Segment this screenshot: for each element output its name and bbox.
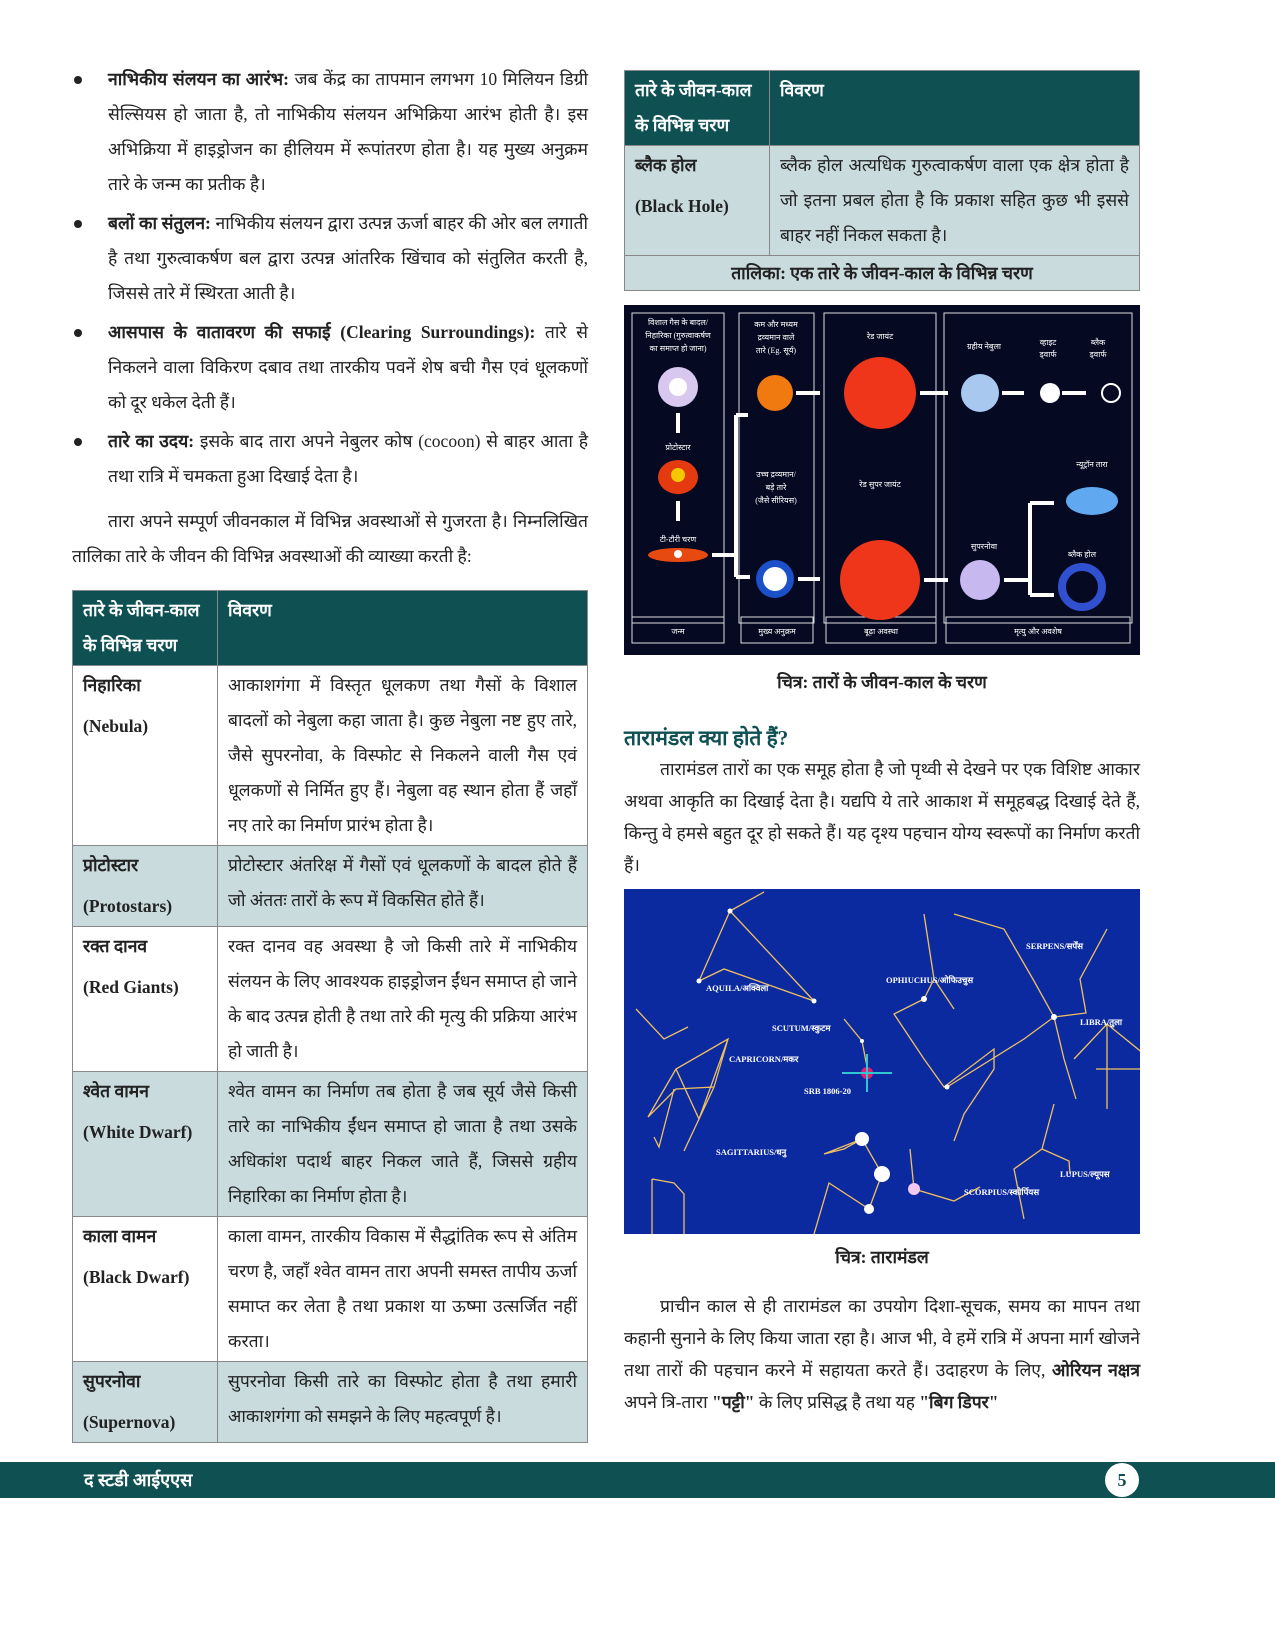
svg-text:ड्वार्फ: ड्वार्फ <box>1089 350 1107 359</box>
svg-text:सुपरनोवा: सुपरनोवा <box>970 542 998 551</box>
svg-text:AQUILA/अक्विला: AQUILA/अक्विला <box>706 983 769 993</box>
svg-text:जन्म: जन्म <box>671 627 685 636</box>
bullet-item: तारे का उदय: इसके बाद तारा अपने नेबुलर कोष (cocoon) से बाहर आता है तथा रात्रि में चमकता हुआ दिखाई देता है। <box>72 424 588 494</box>
description-cell: श्वेत वामन का निर्माण तब होता है जब सूर्य जैसे किसी तारे का नाभिकीय ईंधन समाप्त हो जाता है तथा उसके अधिकांश पदार्थ बाहर निकल जाते हैं, जिससे ग्रहीय निहारिका का निर्माण होता है। <box>218 1072 588 1217</box>
description-cell: आकाशगंगा में विस्तृत धूलकण तथा गैसों के विशाल बादलों को नेबुला कहा जाता है। कुछ नेबुला नष्ट हुए तारे, जैसे सुपरनोवा, के विस्फोट से निकलने वाली गैस एवं धूलकणों से निर्मित हुए हैं। नेबुला वह स्थान होता हैं जहाँ नए तारे का निर्माण प्रारंभ होता है। <box>218 666 588 846</box>
description-cell: सुपरनोवा किसी तारे का विस्फोट होता है तथा हमारी आकाशगंगा को समझने के लिए महत्वपूर्ण है। <box>218 1362 588 1443</box>
svg-text:मुख्य अनुक्रम: मुख्य अनुक्रम <box>758 627 796 636</box>
description-cell: रक्त दानव वह अवस्था है जो किसी तारे में नाभिकीय संलयन के लिए आवश्यक हाइड्रोजन ईंधन समाप्त हो जाने के बाद उत्पन्न होती है तथा तारे की मृत्यु की प्रक्रिया आरंभ हो जाती है। <box>218 927 588 1072</box>
svg-text:SCUTUM/स्कुटम: SCUTUM/स्कुटम <box>772 1023 831 1033</box>
svg-text:OPHIUCHUS/ओफिउचुस: OPHIUCHUS/ओफिउचुस <box>886 975 974 985</box>
svg-text:(जैसे सीरियस): (जैसे सीरियस) <box>755 496 797 505</box>
svg-text:द्रव्यमान वाले: द्रव्यमान वाले <box>757 333 795 342</box>
svg-text:व्हाइट: व्हाइट <box>1039 338 1057 347</box>
svg-text:तारे (Eg. सूर्य): तारे (Eg. सूर्य) <box>755 346 797 355</box>
constellation-caption: चित्र: तारामंडल <box>835 1247 929 1267</box>
table-row <box>73 1072 588 1217</box>
table-caption: तालिका: एक तारे के जीवन-काल के विभिन्न चरण <box>624 256 1140 291</box>
left-column <box>72 62 588 1443</box>
constellation-map <box>624 889 1140 1234</box>
svg-text:उच्च द्रव्यमान/: उच्च द्रव्यमान/ <box>756 470 796 479</box>
footer-brand: द स्टडी आईएएस <box>84 1470 193 1490</box>
table-row: ब्लैक होल (Black Hole) ब्लैक होल अत्यधिक गुरुत्वाकर्षण वाला एक क्षेत्र होता है जो इतना प्रबल होता है कि प्रकाश सहित कुछ भी इससे बाहर नहीं निकल सकता है। <box>625 146 1140 256</box>
table-row <box>73 927 588 1072</box>
intro-paragraph: तारा अपने सम्पूर्ण जीवनकाल में विभिन्न अवस्थाओं से गुजरता है। निम्नलिखित तालिका तारे के जीवन की विभिन्न अवस्थाओं की व्याख्या करती है: <box>72 511 588 566</box>
svg-text:ड्वार्फ: ड्वार्फ <box>1039 350 1057 359</box>
svg-text:LIBRA/तुला: LIBRA/तुला <box>1080 1017 1123 1027</box>
table-row <box>73 1217 588 1362</box>
stage-cell: काला वामन (Black Dwarf) <box>73 1217 218 1362</box>
stage-cell: सुपरनोवा (Supernova) <box>73 1362 218 1443</box>
description-cell: प्रोटोस्टार अंतरिक्ष में गैसों एवं धूलकणों के बादल होते हैं जो अंततः तारों के रूप में विकसित होते हैं। <box>218 846 588 927</box>
right-column <box>624 70 1140 1418</box>
bullet-item: आसपास के वातावरण की सफाई (Clearing Surroundings): तारे से निकलने वाला विकिरण दबाव तथा तारकीय पवनें शेष बची गैस एवं धूलकणों को दूर धकेल देती हैं। <box>72 315 588 420</box>
stage-cell: रक्त दानव (Red Giants) <box>73 927 218 1072</box>
black-hole-table: तारे के जीवन-काल के विभिन्न चरण विवरण ब्लैक होल (Black Hole) ब्लैक होल अत्यधिक गुरुत्वाकर्षण वाला एक क्षेत्र होता है जो इतना प्रबल होता है कि प्रकाश सहित कुछ भी इससे बाहर नहीं निकल सकता है। <box>624 70 1140 256</box>
svg-text:बूढ़ा अवस्था: बूढ़ा अवस्था <box>864 627 898 636</box>
page-number: 5 <box>1105 1463 1139 1497</box>
svg-text:न्यूट्रॉन तारा: न्यूट्रॉन तारा <box>1076 460 1108 469</box>
svg-text:का समाप्त हो जाना): का समाप्त हो जाना) <box>649 344 707 353</box>
svg-text:SCORPIUS/स्कोर्पियस: SCORPIUS/स्कोर्पियस <box>964 1187 1040 1197</box>
stage-cell: श्वेत वामन (White Dwarf) <box>73 1072 218 1217</box>
svg-text:CAPRICORN/मकर: CAPRICORN/मकर <box>729 1054 799 1064</box>
page-footer <box>0 1462 1275 1498</box>
constellation-usage-paragraph: प्राचीन काल से ही तारामंडल का उपयोग दिशा-सूचक, समय का मापन तथा कहानी सुनाने के लिए किया जाता रहा है। आज भी, वे हमें रात्रि में अपना मार्ग खोजने तथा तारों की पहचान करने में सहायता करते हैं। उदाहरण के लिए, ओरियन नक्षत्र अपने त्रि-तारा "पट्टी" के लिए प्रसिद्ध है तथा यह "बिग डिपर" <box>624 1296 1140 1412</box>
bullet-item: बलों का संतुलन: नाभिकीय संलयन द्वारा उत्पन्न ऊर्जा बाहर की ओर बल लगाती है तथा गुरुत्वाकर्षण बल द्वारा उत्पन्न आंतरिक खिंचाव को संतुलित करती है, जिससे तारे में स्थिरता आती है। <box>72 206 588 311</box>
svg-text:SERPENS/सर्पेंस: SERPENS/सर्पेंस <box>1026 941 1083 951</box>
star-lifecycle-diagram <box>624 305 1140 655</box>
table-row <box>73 1362 588 1443</box>
svg-text:SAGITTARIUS/धनु: SAGITTARIUS/धनु <box>716 1147 787 1157</box>
description-cell: काला वामन, तारकीय विकास में सैद्धांतिक रूप से अंतिम चरण है, जहाँ श्वेत वामन तारा अपनी समस्त तापीय ऊर्जा समाप्त कर लेता है तथा प्रकाश या ऊष्मा उत्सर्जित नहीं करता। <box>218 1217 588 1362</box>
svg-text:ब्लैक होल: ब्लैक होल <box>1067 550 1097 559</box>
svg-text:मृत्यु और अवशेष: मृत्यु और अवशेष <box>1014 627 1062 636</box>
table-row <box>73 666 588 846</box>
section-heading: तारामंडल क्या होते हैं? <box>624 726 789 750</box>
svg-text:रेड सुपर जायंट: रेड सुपर जायंट <box>859 480 901 489</box>
svg-text:रेड जायंट: रेड जायंट <box>866 332 894 341</box>
svg-text:प्रोटोस्टार: प्रोटोस्टार <box>665 443 691 452</box>
star-stages-table: तारे के जीवन-काल के विभिन्न चरण विवरण निहारिका (Nebula) आकाशगंगा में विस्तृत धूलकण तथा गैसों के विशाल बादलों को नेबुला कहा जाता है। कुछ नेबुला नष्ट हुए तारे, जैसे सुपरनोवा, के विस्फोट से निकलने वाली गैस एवं धूलकणों से निर्मित हुए हैं। नेबुला वह स्थान होता हैं जहाँ नए तारे का निर्माण प्रारंभ होता है। प्रोटोस्टार (Protostars) प्रोटोस्टार अंतरिक्ष में गैसों एवं धूलकणों के बादल होते हैं जो अंततः तारों के रूप में विकसित होते हैं। रक्त दानव (Red Giants) रक्त दानव वह अवस्था है जो किसी तारे में नाभिकीय संलयन के लिए आवश्यक हाइड्रोजन ईंधन समाप्त हो जाने के बाद उत्पन्न होती है तथा तारे की मृत्यु की प्रक्रिया आरंभ हो जाती है। श्वेत वामन (White Dwarf) श्वेत वामन का निर्माण तब होता है जब सूर्य जैसे किसी तारे का नाभिकीय ईंधन समाप्त हो जाता है तथा उसके अधिकांश पदार्थ बाहर निकल जाते हैं, जिससे ग्रहीय निहारिका का निर्माण होता है। काला वामन (Black Dwarf) काला वामन, तारकीय विकास में सैद्धांतिक रूप से अंतिम चरण है, जहाँ श्वेत वामन तारा अपनी समस्त तापीय ऊर्जा समाप्त कर लेता है तथा प्रकाश या ऊष्मा उत्सर्जित नहीं करता। सुपरनोवा (Supernova) सुपरनोवा किसी तारे का विस्फोट होता है तथा हमारी आकाशगंगा को समझने के लिए महत्वपूर्ण है। <box>72 590 588 1443</box>
svg-text:LUPUS/ल्यूपस: LUPUS/ल्यूपस <box>1060 1169 1110 1179</box>
svg-text:ब्लैक: ब्लैक <box>1090 338 1106 347</box>
diagram-caption: चित्र: तारों के जीवन-काल के चरण <box>777 672 987 692</box>
svg-text:कम और मध्यम: कम और मध्यम <box>754 320 798 329</box>
bullet-item: नाभिकीय संलयन का आरंभ: जब केंद्र का तापमान लगभग 10 मिलियन डिग्री सेल्सियस हो जाता है, तो नाभिकीय संलयन अभिक्रिया आरंभ होती है। इस अभिक्रिया में हाइड्रोजन का हीलियम में रूपांतरण होता है। यह मुख्य अनुक्रम तारे के जन्म का प्रतीक है। <box>72 62 588 202</box>
stage-cell: निहारिका (Nebula) <box>73 666 218 846</box>
svg-text:टी-टौरी चरण: टी-टौरी चरण <box>659 535 697 544</box>
svg-text:बड़े तारे: बड़े तारे <box>765 483 787 492</box>
svg-text:निहारिका (गुरुत्वाकर्षण: निहारिका (गुरुत्वाकर्षण <box>645 331 711 340</box>
svg-text:SRB 1806-20: SRB 1806-20 <box>804 1086 851 1096</box>
svg-text:विशाल गैस के बादल/: विशाल गैस के बादल/ <box>647 318 709 327</box>
constellation-paragraph: तारामंडल तारों का एक समूह होता है जो पृथ्वी से देखने पर एक विशिष्ट आकार अथवा आकृति का दिखाई देता है। यद्यपि ये तारे आकाश में समूहबद्ध दिखाई देते हैं, किन्तु वे हमसे बहुत दूर हो सकते हैं। यह दृश्य पहचान योग्य स्वरूपों का निर्माण करती हैं। <box>624 759 1140 875</box>
svg-text:ग्रहीय नेबुला: ग्रहीय नेबुला <box>967 342 1001 351</box>
table-row <box>73 846 588 927</box>
stage-cell: प्रोटोस्टार (Protostars) <box>73 846 218 927</box>
